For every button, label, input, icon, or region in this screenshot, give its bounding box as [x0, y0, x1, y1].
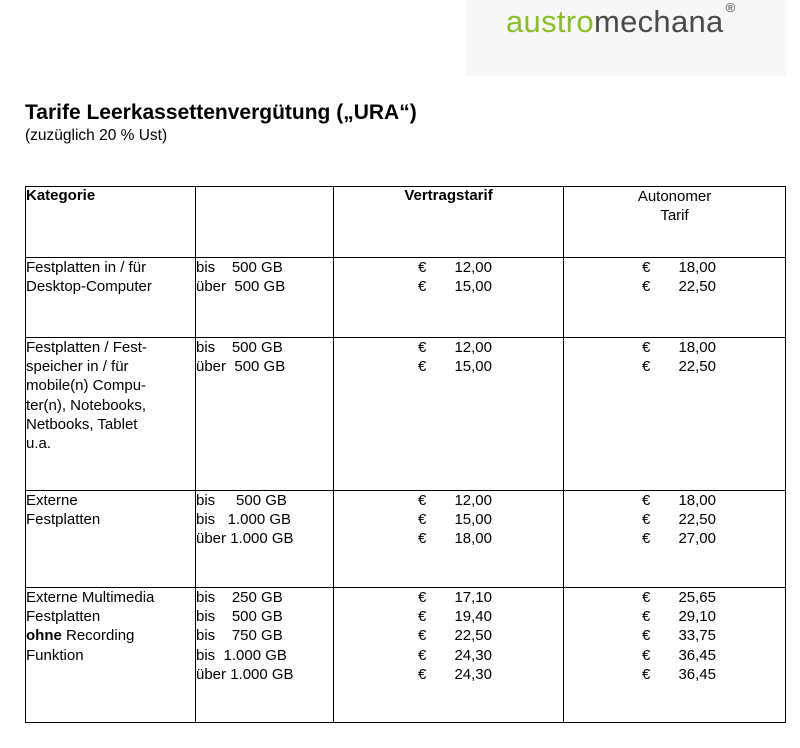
price-line [334, 588, 563, 607]
price-amount: 12,00 [454, 259, 492, 276]
price-line [334, 491, 563, 510]
category-line: ter(n), Notebooks, [26, 396, 147, 414]
euro-sign: € [642, 278, 651, 296]
header-kategorie: Kategorie [26, 187, 196, 258]
euro-sign: € [642, 646, 651, 664]
category-cell [26, 258, 196, 338]
autonomer-tarif-cell [564, 588, 786, 723]
capacity-range: bis 1.000 GB [196, 646, 287, 664]
table-row [26, 338, 786, 491]
table-row [26, 491, 786, 588]
category-cell [26, 338, 196, 491]
category-line: Netbooks, Tablet [26, 415, 138, 433]
price-amount: 36,45 [678, 665, 716, 683]
price-amount: 24,30 [454, 646, 492, 664]
price-amount: 18,00 [678, 259, 716, 276]
price-amount: 36,45 [678, 646, 716, 664]
capacity-range: über 1.000 GB [196, 665, 294, 683]
table-row [26, 258, 786, 338]
vertragstarif-cell [334, 588, 564, 723]
euro-sign: € [418, 511, 427, 529]
capacity-range: bis 250 GB [196, 589, 283, 606]
price-line [564, 646, 785, 665]
price-line [564, 607, 785, 626]
euro-sign: € [418, 259, 427, 276]
category-line: Externe Multimedia [26, 589, 155, 606]
capacity-range-cell [196, 258, 334, 338]
category-line: Externe [26, 492, 78, 509]
page-title: Tarife Leerkassettenvergütung („URA“) [25, 101, 417, 124]
capacity-range-cell [196, 491, 334, 588]
euro-sign: € [418, 530, 427, 548]
price-line [564, 510, 785, 529]
header-autonomer-line2: Tarif [660, 207, 689, 224]
capacity-range: bis 1.000 GB [196, 511, 292, 529]
table-header-row [26, 187, 786, 258]
capacity-range: bis 500 GB [196, 339, 283, 356]
price-line [564, 529, 785, 548]
price-line [334, 357, 563, 376]
category-cell [26, 491, 196, 588]
category-line: Festplatten / Fest- [26, 339, 147, 356]
price-line [334, 510, 563, 529]
category-line: Desktop-Computer [26, 278, 152, 296]
euro-sign: € [642, 511, 651, 529]
price-amount: 29,10 [678, 608, 716, 626]
header-vertragstarif: Vertragstarif [334, 187, 564, 258]
capacity-range: bis 750 GB [196, 627, 283, 645]
price-line [334, 529, 563, 548]
price-line [564, 258, 785, 277]
price-line [564, 338, 785, 357]
category-text: Recording [61, 627, 135, 645]
category-line: Funktion [26, 646, 84, 664]
category-line: Festplatten in / für [26, 259, 147, 276]
euro-sign: € [418, 665, 427, 683]
vertragstarif-cell [334, 491, 564, 588]
price-amount: 24,30 [454, 665, 492, 683]
category-bold-text: ohne [26, 627, 62, 645]
price-line [334, 277, 563, 296]
price-amount: 22,50 [678, 278, 716, 296]
autonomer-tarif-cell [564, 258, 786, 338]
autonomer-tarif-cell [564, 338, 786, 491]
category-line: Festplatten [26, 608, 101, 626]
price-amount: 12,00 [454, 492, 492, 509]
price-amount: 17,10 [454, 589, 492, 606]
price-amount: 25,65 [678, 589, 716, 606]
price-line [564, 277, 785, 296]
price-line [334, 665, 563, 684]
euro-sign: € [642, 627, 651, 645]
capacity-range-cell [196, 588, 334, 723]
euro-sign: € [642, 665, 651, 683]
capacity-range: über 500 GB [196, 278, 286, 296]
category-line: mobile(n) Compu- [26, 377, 147, 395]
euro-sign: € [418, 627, 427, 645]
euro-sign: € [642, 589, 651, 606]
price-amount: 15,00 [454, 278, 492, 296]
price-amount: 18,00 [678, 339, 716, 356]
capacity-range: über 500 GB [196, 358, 286, 376]
category-line [26, 626, 195, 645]
euro-sign: € [642, 530, 651, 548]
price-line [334, 258, 563, 277]
price-amount: 15,00 [454, 511, 492, 529]
price-amount: 22,50 [678, 358, 716, 376]
logo-part-austro: austro [506, 4, 594, 39]
price-line [334, 626, 563, 645]
price-line [564, 491, 785, 510]
price-amount: 15,00 [454, 358, 492, 376]
price-line [334, 646, 563, 665]
price-line [334, 607, 563, 626]
category-line: speicher in / für [26, 358, 129, 376]
euro-sign: € [642, 259, 651, 276]
tariff-table [25, 186, 786, 723]
category-line: u.a. [26, 435, 52, 453]
category-cell [26, 588, 196, 723]
header-autonomer-tarif [564, 187, 786, 258]
category-line: Festplatten [26, 511, 101, 529]
capacity-range: bis 500 GB [196, 492, 287, 509]
registered-mark: ® [725, 0, 736, 15]
price-amount: 19,40 [454, 608, 492, 626]
price-amount: 18,00 [454, 530, 492, 548]
capacity-range: bis 500 GB [196, 608, 283, 626]
capacity-range: über 1.000 GB [196, 530, 294, 548]
table-row [26, 588, 786, 723]
autonomer-tarif-cell [564, 491, 786, 588]
price-line [564, 588, 785, 607]
price-amount: 33,75 [678, 627, 716, 645]
euro-sign: € [642, 492, 651, 509]
euro-sign: € [418, 358, 427, 376]
header-autonomer-line1: Autonomer [637, 188, 712, 205]
euro-sign: € [418, 589, 427, 606]
euro-sign: € [418, 492, 427, 509]
euro-sign: € [642, 339, 651, 356]
vertragstarif-cell [334, 338, 564, 491]
page-subtitle: (zuzüglich 20 % Ust) [25, 127, 168, 144]
price-amount: 22,50 [678, 511, 716, 529]
price-line [334, 338, 563, 357]
price-amount: 18,00 [678, 492, 716, 509]
euro-sign: € [418, 339, 427, 356]
price-line [564, 626, 785, 645]
price-amount: 22,50 [454, 627, 492, 645]
header-range [196, 187, 334, 258]
euro-sign: € [418, 646, 427, 664]
capacity-range-cell [196, 338, 334, 491]
euro-sign: € [418, 278, 427, 296]
price-amount: 12,00 [454, 339, 492, 356]
price-line [564, 665, 785, 684]
austromechana-logo [506, 0, 736, 40]
euro-sign: € [642, 608, 651, 626]
price-line [564, 357, 785, 376]
euro-sign: € [418, 608, 427, 626]
euro-sign: € [642, 358, 651, 376]
price-amount: 27,00 [678, 530, 716, 548]
vertragstarif-cell [334, 258, 564, 338]
logo-part-mechana: mechana [593, 4, 724, 39]
capacity-range: bis 500 GB [196, 259, 283, 276]
